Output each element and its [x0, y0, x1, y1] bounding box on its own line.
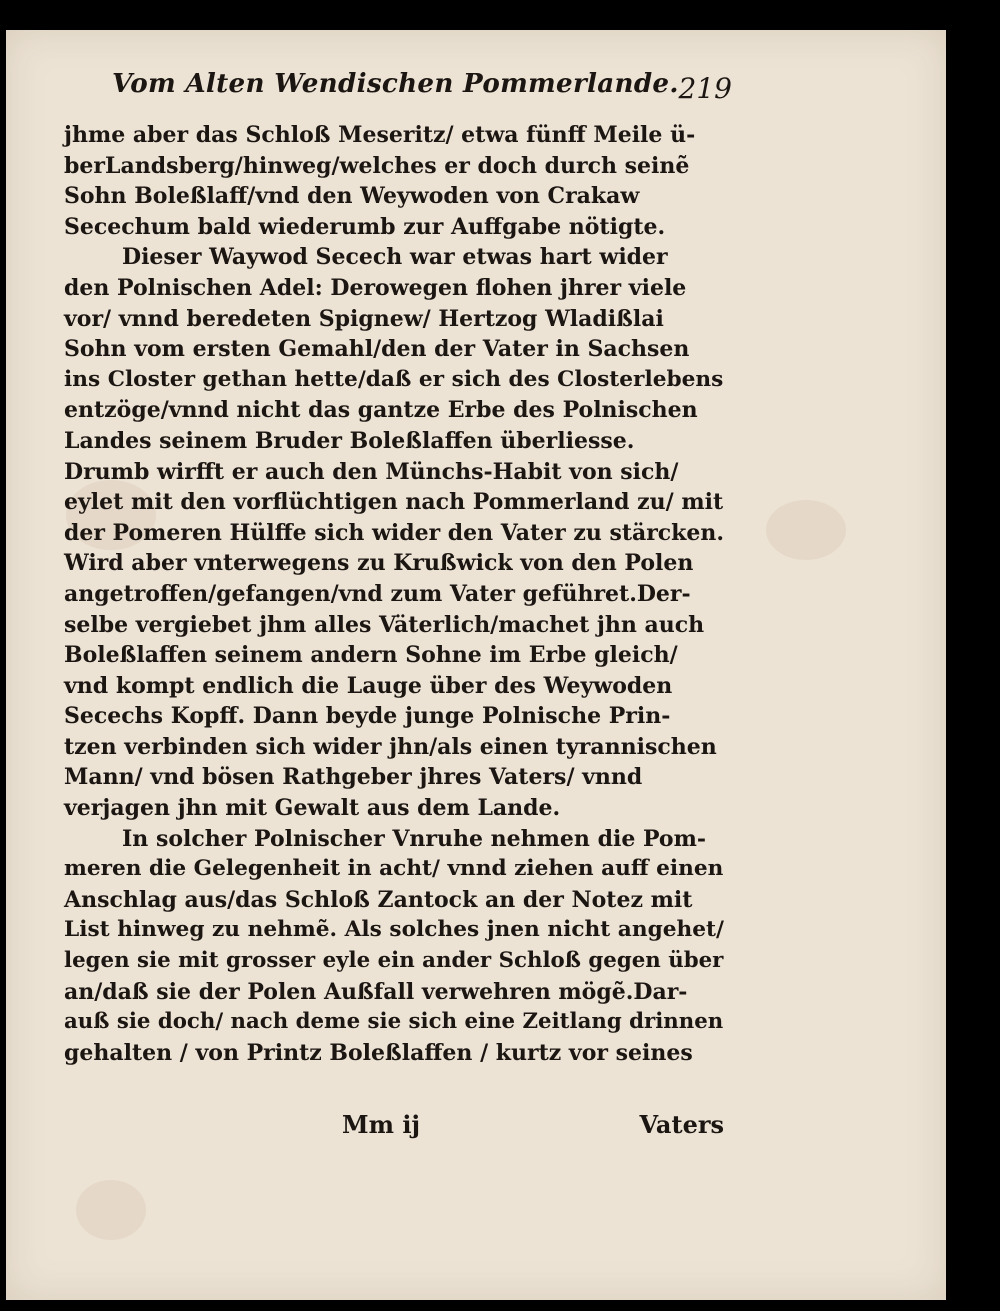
text-line: entzöge/vnnd nicht das gantze Erbe des Polnischen [64, 397, 698, 424]
page-header [112, 68, 732, 118]
paper-stain [76, 1180, 146, 1240]
paragraph-start-line: In solcher Polnischer Vnruhe nehmen die Pom- [122, 825, 707, 852]
text-line: Wird aber vnterwegens zu Krußwick von den Polen [64, 550, 694, 577]
catchword: Vaters [639, 1110, 724, 1139]
paper-stain [766, 500, 846, 560]
text-line: Landes seinem Bruder Boleßlaffen überliesse. [64, 427, 635, 454]
text-line: legen sie mit grosser eyle ein ander Schloß gegen über [64, 948, 724, 974]
text-line: vnd kompt endlich die Lauge über des Weywoden [64, 672, 673, 699]
text-line: Drumb wirfft er auch den Münchs-Habit von sich/ [64, 458, 679, 485]
page-footer [342, 1110, 724, 1146]
text-line: Secechum bald wiederumb zur Auffgabe nötigte. [64, 213, 666, 240]
text-line: angetroffen/gefangen/vnd zum Vater geführet.Der- [64, 580, 691, 607]
page-number: 219 [678, 72, 732, 105]
text-line: den Polnischen Adel: Derowegen flohen jhrer viele [64, 274, 687, 301]
text-line: jhme aber das Schloß Meseritz/ etwa fünff Meile ü- [64, 122, 696, 148]
text-line: der Pomeren Hülffe sich wider den Vater zu stärcken. [64, 519, 724, 546]
text-line: Mann/ vnd bösen Rathgeber jhres Vaters/ vnnd [64, 764, 643, 791]
running-title: Vom Alten Wendischen Pommerlande. [112, 68, 679, 99]
body-text [64, 120, 724, 1068]
text-line: meren die Gelegenheit in acht/ vnnd ziehen auff einen [64, 856, 724, 882]
text-line: eylet mit den vorflüchtigen nach Pommerland zu/ mit [64, 489, 724, 516]
signature-mark: Mm ij [342, 1110, 421, 1139]
text-line: Secechs Kopff. Dann beyde junge Polnische Prin- [64, 703, 671, 730]
text-line: selbe vergiebet jhm alles Väterlich/machet jhn auch [64, 611, 705, 638]
text-line: an/daß sie der Polen Außfall verwehren mögẽ.Dar- [64, 978, 688, 1005]
text-line: Sohn Boleßlaff/vnd den Weywoden von Crakaw [64, 183, 640, 210]
text-line: tzen verbinden sich wider jhn/als einen tyrannischen [64, 733, 717, 760]
text-line: verjagen jhn mit Gewalt aus dem Lande. [64, 795, 561, 822]
text-line: berLandsberg/hinweg/welches er doch durch seinẽ [64, 152, 690, 179]
paragraph-start-line: Dieser Waywod Secech war etwas hart wider [122, 244, 668, 271]
text-line: ins Closter gethan hette/daß er sich des Closterlebens [64, 366, 724, 392]
text-line: Anschlag aus/das Schloß Zantock an der Notez mit [64, 886, 693, 913]
text-line: Boleßlaffen seinem andern Sohne im Erbe gleich/ [64, 642, 678, 669]
text-line: Sohn vom ersten Gemahl/den der Vater in Sachsen [64, 336, 690, 363]
text-line: List hinweg zu nehmẽ. Als solches jnen nicht angehet/ [64, 917, 724, 943]
text-line: auß sie doch/ nach deme sie sich eine Zeitlang drinnen [64, 1009, 724, 1035]
text-line: vor/ vnnd beredeten Spignew/ Hertzog Wladißlai [64, 305, 664, 332]
text-line: gehalten / von Printz Boleßlaffen / kurtz vor seines [64, 1039, 693, 1066]
